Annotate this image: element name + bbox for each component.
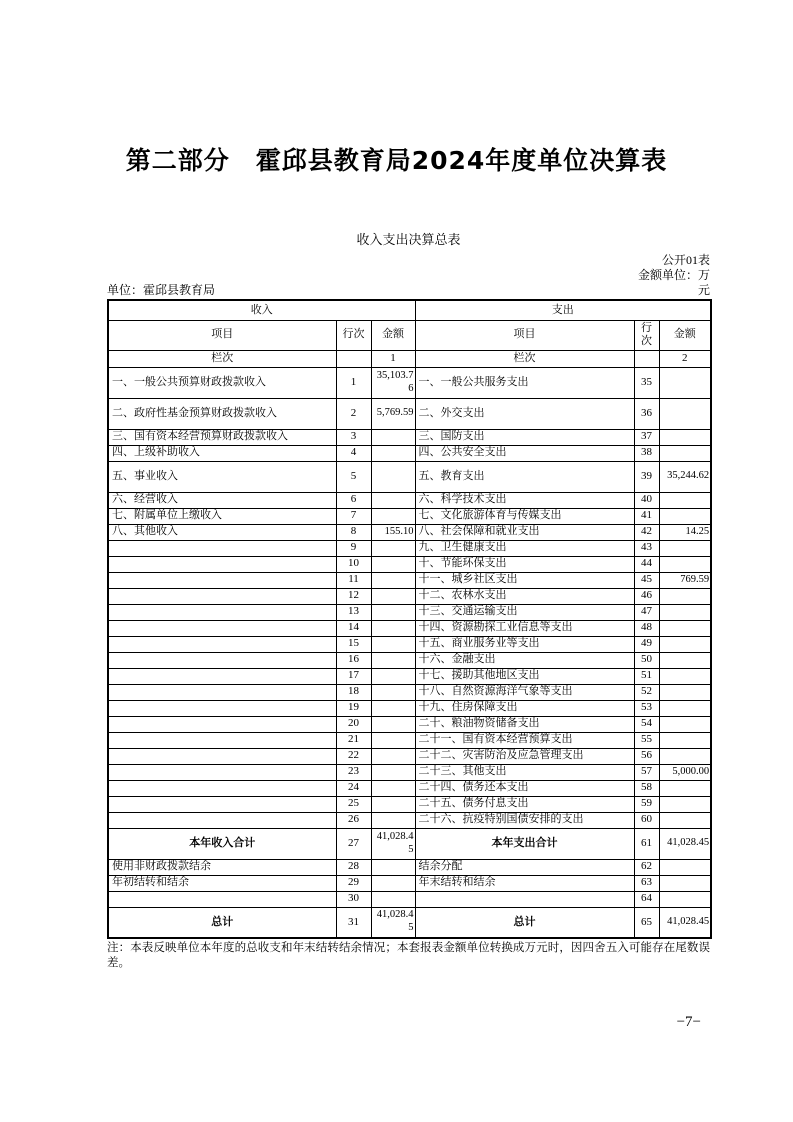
expense-amount-header: 金额 (659, 320, 711, 350)
income-expense-table (107, 299, 712, 939)
income-rowno-cell: 16 (336, 652, 371, 668)
table-row (108, 875, 711, 891)
income-amount-cell (371, 684, 415, 700)
expense-rowno-cell: 52 (634, 684, 659, 700)
income-rowno-cell: 13 (336, 604, 371, 620)
income-rowno-cell: 17 (336, 668, 371, 684)
table-row (108, 700, 711, 716)
table-row (108, 524, 711, 540)
income-item-cell (108, 652, 336, 668)
table-row (108, 508, 711, 524)
table-row (108, 556, 711, 572)
expense-section-header: 支出 (415, 300, 711, 320)
table-row (108, 732, 711, 748)
income-item-cell (108, 812, 336, 828)
income-amount-cell (371, 700, 415, 716)
expense-rowno-cell: 61 (634, 828, 659, 859)
income-amount-cell: 35,103.76 (371, 367, 415, 398)
income-rowno-cell: 19 (336, 700, 371, 716)
income-amount-cell (371, 812, 415, 828)
expense-item-cell: 二十三、其他支出 (415, 764, 634, 780)
income-item-cell (108, 891, 336, 907)
income-amount-cell (371, 652, 415, 668)
expense-amount-cell (659, 796, 711, 812)
income-amount-cell (371, 796, 415, 812)
income-rowno-cell: 20 (336, 716, 371, 732)
income-amount-cell: 5,769.59 (371, 398, 415, 429)
expense-rowno-cell: 38 (634, 445, 659, 461)
expense-item-cell: 二十六、抗疫特别国债安排的支出 (415, 812, 634, 828)
table-row (108, 652, 711, 668)
income-item-cell: 本年收入合计 (108, 828, 336, 859)
expense-lanci-blank (634, 350, 659, 367)
expense-item-cell: 十六、金融支出 (415, 652, 634, 668)
expense-item-cell: 三、国防支出 (415, 429, 634, 445)
table-row (108, 828, 711, 859)
table-code: 公开01表 (661, 253, 710, 267)
income-lanci-blank (336, 350, 371, 367)
table-row (108, 588, 711, 604)
income-amount-cell (371, 891, 415, 907)
org-name: 单位：霍邱县教育局 (107, 283, 216, 297)
table-row (108, 398, 711, 429)
income-amount-cell (371, 461, 415, 492)
income-col-no: 1 (371, 350, 415, 367)
income-item-cell (108, 540, 336, 556)
income-amount-cell: 155.10 (371, 524, 415, 540)
income-item-cell (108, 748, 336, 764)
expense-rowno-cell: 37 (634, 429, 659, 445)
expense-amount-cell (659, 716, 711, 732)
expense-amount-cell (659, 398, 711, 429)
expense-rowno-cell: 57 (634, 764, 659, 780)
expense-amount-cell (659, 508, 711, 524)
income-amount-header: 金额 (371, 320, 415, 350)
table-title: 收入支出决算总表 (356, 232, 461, 247)
income-item-cell (108, 716, 336, 732)
expense-rowno-cell: 51 (634, 668, 659, 684)
income-item-cell (108, 700, 336, 716)
expense-amount-cell: 41,028.45 (659, 828, 711, 859)
income-rowno-header: 行次 (336, 320, 371, 350)
expense-amount-cell (659, 556, 711, 572)
income-amount-cell (371, 572, 415, 588)
table-row (108, 796, 711, 812)
income-section-header: 收入 (108, 300, 415, 320)
expense-amount-cell: 41,028.45 (659, 907, 711, 938)
expense-item-cell: 本年支出合计 (415, 828, 634, 859)
income-item-cell: 二、政府性基金预算财政拨款收入 (108, 398, 336, 429)
expense-item-cell: 十九、住房保障支出 (415, 700, 634, 716)
income-item-cell (108, 636, 336, 652)
expense-item-cell: 十一、城乡社区支出 (415, 572, 634, 588)
expense-item-cell: 十四、资源勘探工业信息等支出 (415, 620, 634, 636)
expense-rowno-cell: 47 (634, 604, 659, 620)
table-row (108, 907, 711, 938)
expense-item-cell: 二十四、债务还本支出 (415, 780, 634, 796)
expense-item-cell: 六、科学技术支出 (415, 492, 634, 508)
expense-amount-cell (659, 492, 711, 508)
expense-rowno-cell: 42 (634, 524, 659, 540)
income-amount-cell (371, 620, 415, 636)
column-header-row (108, 320, 711, 350)
income-amount-cell (371, 780, 415, 796)
expense-item-cell: 十五、商业服务业等支出 (415, 636, 634, 652)
section-header-row (108, 300, 711, 320)
amount-unit-line1: 金额单位：万 (637, 268, 710, 282)
income-item-cell: 总计 (108, 907, 336, 938)
income-rowno-cell: 11 (336, 572, 371, 588)
income-amount-cell: 41,028.45 (371, 907, 415, 938)
expense-rowno-cell: 59 (634, 796, 659, 812)
income-item-cell: 八、其他收入 (108, 524, 336, 540)
income-item-cell (108, 556, 336, 572)
expense-rowno-cell: 35 (634, 367, 659, 398)
content-area (107, 232, 710, 971)
expense-item-cell: 二十二、灾害防治及应急管理支出 (415, 748, 634, 764)
page-number: −7− (676, 1014, 701, 1030)
income-amount-cell: 41,028.45 (371, 828, 415, 859)
expense-rowno-cell: 64 (634, 891, 659, 907)
expense-item-cell: 九、卫生健康支出 (415, 540, 634, 556)
expense-rowno-cell: 55 (634, 732, 659, 748)
expense-item-cell: 二十、粮油物资储备支出 (415, 716, 634, 732)
income-rowno-cell: 9 (336, 540, 371, 556)
table-row (108, 367, 711, 398)
expense-item-cell: 十八、自然资源海洋气象等支出 (415, 684, 634, 700)
income-rowno-cell: 8 (336, 524, 371, 540)
expense-rowno-cell: 36 (634, 398, 659, 429)
expense-item-cell: 总计 (415, 907, 634, 938)
expense-rowno-cell: 45 (634, 572, 659, 588)
expense-rowno-cell: 56 (634, 748, 659, 764)
expense-amount-cell (659, 668, 711, 684)
expense-item-cell: 结余分配 (415, 859, 634, 875)
income-amount-cell (371, 492, 415, 508)
expense-item-cell: 五、教育支出 (415, 461, 634, 492)
expense-rowno-cell: 54 (634, 716, 659, 732)
income-rowno-cell: 18 (336, 684, 371, 700)
income-amount-cell (371, 604, 415, 620)
expense-item-cell: 二十五、债务付息支出 (415, 796, 634, 812)
table-row (108, 891, 711, 907)
table-row (108, 668, 711, 684)
expense-rowno-cell: 40 (634, 492, 659, 508)
expense-col-no: 2 (659, 350, 711, 367)
income-rowno-cell: 1 (336, 367, 371, 398)
income-item-cell (108, 572, 336, 588)
income-item-cell (108, 588, 336, 604)
table-row (108, 812, 711, 828)
table-row (108, 620, 711, 636)
table-row (108, 859, 711, 875)
table-row (108, 445, 711, 461)
income-item-cell (108, 604, 336, 620)
expense-amount-cell (659, 588, 711, 604)
expense-amount-cell: 769.59 (659, 572, 711, 588)
expense-amount-cell (659, 859, 711, 875)
income-item-cell (108, 796, 336, 812)
table-row (108, 540, 711, 556)
expense-amount-cell (659, 540, 711, 556)
expense-item-cell: 十七、援助其他地区支出 (415, 668, 634, 684)
income-amount-cell (371, 764, 415, 780)
expense-amount-cell: 5,000.00 (659, 764, 711, 780)
income-item-cell: 一、一般公共预算财政拨款收入 (108, 367, 336, 398)
income-item-cell: 七、附属单位上缴收入 (108, 508, 336, 524)
expense-amount-cell (659, 891, 711, 907)
table-row (108, 748, 711, 764)
expense-amount-cell (659, 700, 711, 716)
expense-amount-cell (659, 732, 711, 748)
income-item-cell (108, 668, 336, 684)
income-rowno-cell: 26 (336, 812, 371, 828)
expense-amount-cell (659, 367, 711, 398)
income-rowno-cell: 15 (336, 636, 371, 652)
expense-amount-cell (659, 652, 711, 668)
expense-item-cell: 一、一般公共服务支出 (415, 367, 634, 398)
income-rowno-cell: 6 (336, 492, 371, 508)
expense-rowno-cell: 49 (634, 636, 659, 652)
expense-item-header: 项目 (415, 320, 634, 350)
table-row (108, 636, 711, 652)
table-row (108, 572, 711, 588)
income-rowno-cell: 3 (336, 429, 371, 445)
income-amount-cell (371, 636, 415, 652)
expense-item-cell: 十三、交通运输支出 (415, 604, 634, 620)
income-rowno-cell: 14 (336, 620, 371, 636)
page-title: 第二部分 霍邱县教育局2024年度单位决算表 (125, 146, 668, 175)
expense-rowno-cell: 60 (634, 812, 659, 828)
expense-amount-cell (659, 636, 711, 652)
income-rowno-cell: 10 (336, 556, 371, 572)
expense-rowno-cell: 62 (634, 859, 659, 875)
expense-amount-cell (659, 812, 711, 828)
expense-rowno-header: 行次 (634, 320, 659, 350)
expense-item-cell: 八、社会保障和就业支出 (415, 524, 634, 540)
expense-rowno-cell: 65 (634, 907, 659, 938)
table-row (108, 604, 711, 620)
income-item-cell: 五、事业收入 (108, 461, 336, 492)
income-rowno-cell: 21 (336, 732, 371, 748)
income-amount-cell (371, 859, 415, 875)
table-row (108, 461, 711, 492)
column-index-row (108, 350, 711, 367)
footnote: 注：本表反映单位本年度的总收支和年末结转结余情况；本套报表金额单位转换成万元时，因四舍五入可能存在尾数误差。 (107, 942, 710, 969)
table-row (108, 684, 711, 700)
income-amount-cell (371, 716, 415, 732)
expense-amount-cell (659, 780, 711, 796)
expense-rowno-cell: 50 (634, 652, 659, 668)
expense-item-cell: 十、节能环保支出 (415, 556, 634, 572)
expense-rowno-cell: 63 (634, 875, 659, 891)
expense-amount-cell (659, 684, 711, 700)
expense-rowno-cell: 41 (634, 508, 659, 524)
expense-amount-cell (659, 604, 711, 620)
income-amount-cell (371, 429, 415, 445)
expense-item-cell: 二十一、国有资本经营预算支出 (415, 732, 634, 748)
expense-rowno-cell: 44 (634, 556, 659, 572)
expense-item-cell (415, 891, 634, 907)
expense-item-cell: 十二、农林水支出 (415, 588, 634, 604)
income-amount-cell (371, 540, 415, 556)
income-amount-cell (371, 875, 415, 891)
income-rowno-cell: 23 (336, 764, 371, 780)
income-amount-cell (371, 668, 415, 684)
income-amount-cell (371, 556, 415, 572)
income-rowno-cell: 5 (336, 461, 371, 492)
income-item-cell (108, 764, 336, 780)
expense-item-cell: 年末结转和结余 (415, 875, 634, 891)
income-item-cell: 四、上级补助收入 (108, 445, 336, 461)
income-item-cell: 使用非财政拨款结余 (108, 859, 336, 875)
income-rowno-cell: 27 (336, 828, 371, 859)
table-row (108, 716, 711, 732)
income-item-cell: 三、国有资本经营预算财政拨款收入 (108, 429, 336, 445)
income-rowno-cell: 25 (336, 796, 371, 812)
income-rowno-cell: 24 (336, 780, 371, 796)
income-rowno-cell: 30 (336, 891, 371, 907)
income-item-cell (108, 780, 336, 796)
income-amount-cell (371, 588, 415, 604)
expense-amount-cell (659, 875, 711, 891)
income-item-cell (108, 684, 336, 700)
income-item-cell: 年初结转和结余 (108, 875, 336, 891)
expense-rowno-cell: 48 (634, 620, 659, 636)
income-rowno-cell: 28 (336, 859, 371, 875)
income-amount-cell (371, 508, 415, 524)
income-amount-cell (371, 748, 415, 764)
expense-rowno-cell: 53 (634, 700, 659, 716)
income-amount-cell (371, 445, 415, 461)
income-item-header: 项目 (108, 320, 336, 350)
table-body (108, 367, 711, 938)
income-rowno-cell: 29 (336, 875, 371, 891)
income-item-cell: 六、经营收入 (108, 492, 336, 508)
income-rowno-cell: 12 (336, 588, 371, 604)
expense-rowno-cell: 43 (634, 540, 659, 556)
expense-item-cell: 四、公共安全支出 (415, 445, 634, 461)
expense-amount-cell (659, 429, 711, 445)
expense-amount-cell (659, 620, 711, 636)
table-meta (107, 253, 710, 298)
expense-amount-cell (659, 445, 711, 461)
income-rowno-cell: 31 (336, 907, 371, 938)
income-rowno-cell: 22 (336, 748, 371, 764)
expense-item-cell: 二、外交支出 (415, 398, 634, 429)
table-row (108, 764, 711, 780)
expense-rowno-cell: 58 (634, 780, 659, 796)
income-amount-cell (371, 732, 415, 748)
income-rowno-cell: 2 (336, 398, 371, 429)
expense-item-cell: 七、文化旅游体育与传媒支出 (415, 508, 634, 524)
expense-rowno-cell: 39 (634, 461, 659, 492)
expense-amount-cell (659, 748, 711, 764)
expense-amount-cell: 14.25 (659, 524, 711, 540)
table-row (108, 780, 711, 796)
income-item-cell (108, 732, 336, 748)
expense-amount-cell: 35,244.62 (659, 461, 711, 492)
expense-lanci-label: 栏次 (415, 350, 634, 367)
income-rowno-cell: 7 (336, 508, 371, 524)
table-row (108, 492, 711, 508)
income-lanci-label: 栏次 (108, 350, 336, 367)
expense-rowno-cell: 46 (634, 588, 659, 604)
income-item-cell (108, 620, 336, 636)
amount-unit-line2: 元 (697, 283, 710, 297)
table-row (108, 429, 711, 445)
income-rowno-cell: 4 (336, 445, 371, 461)
